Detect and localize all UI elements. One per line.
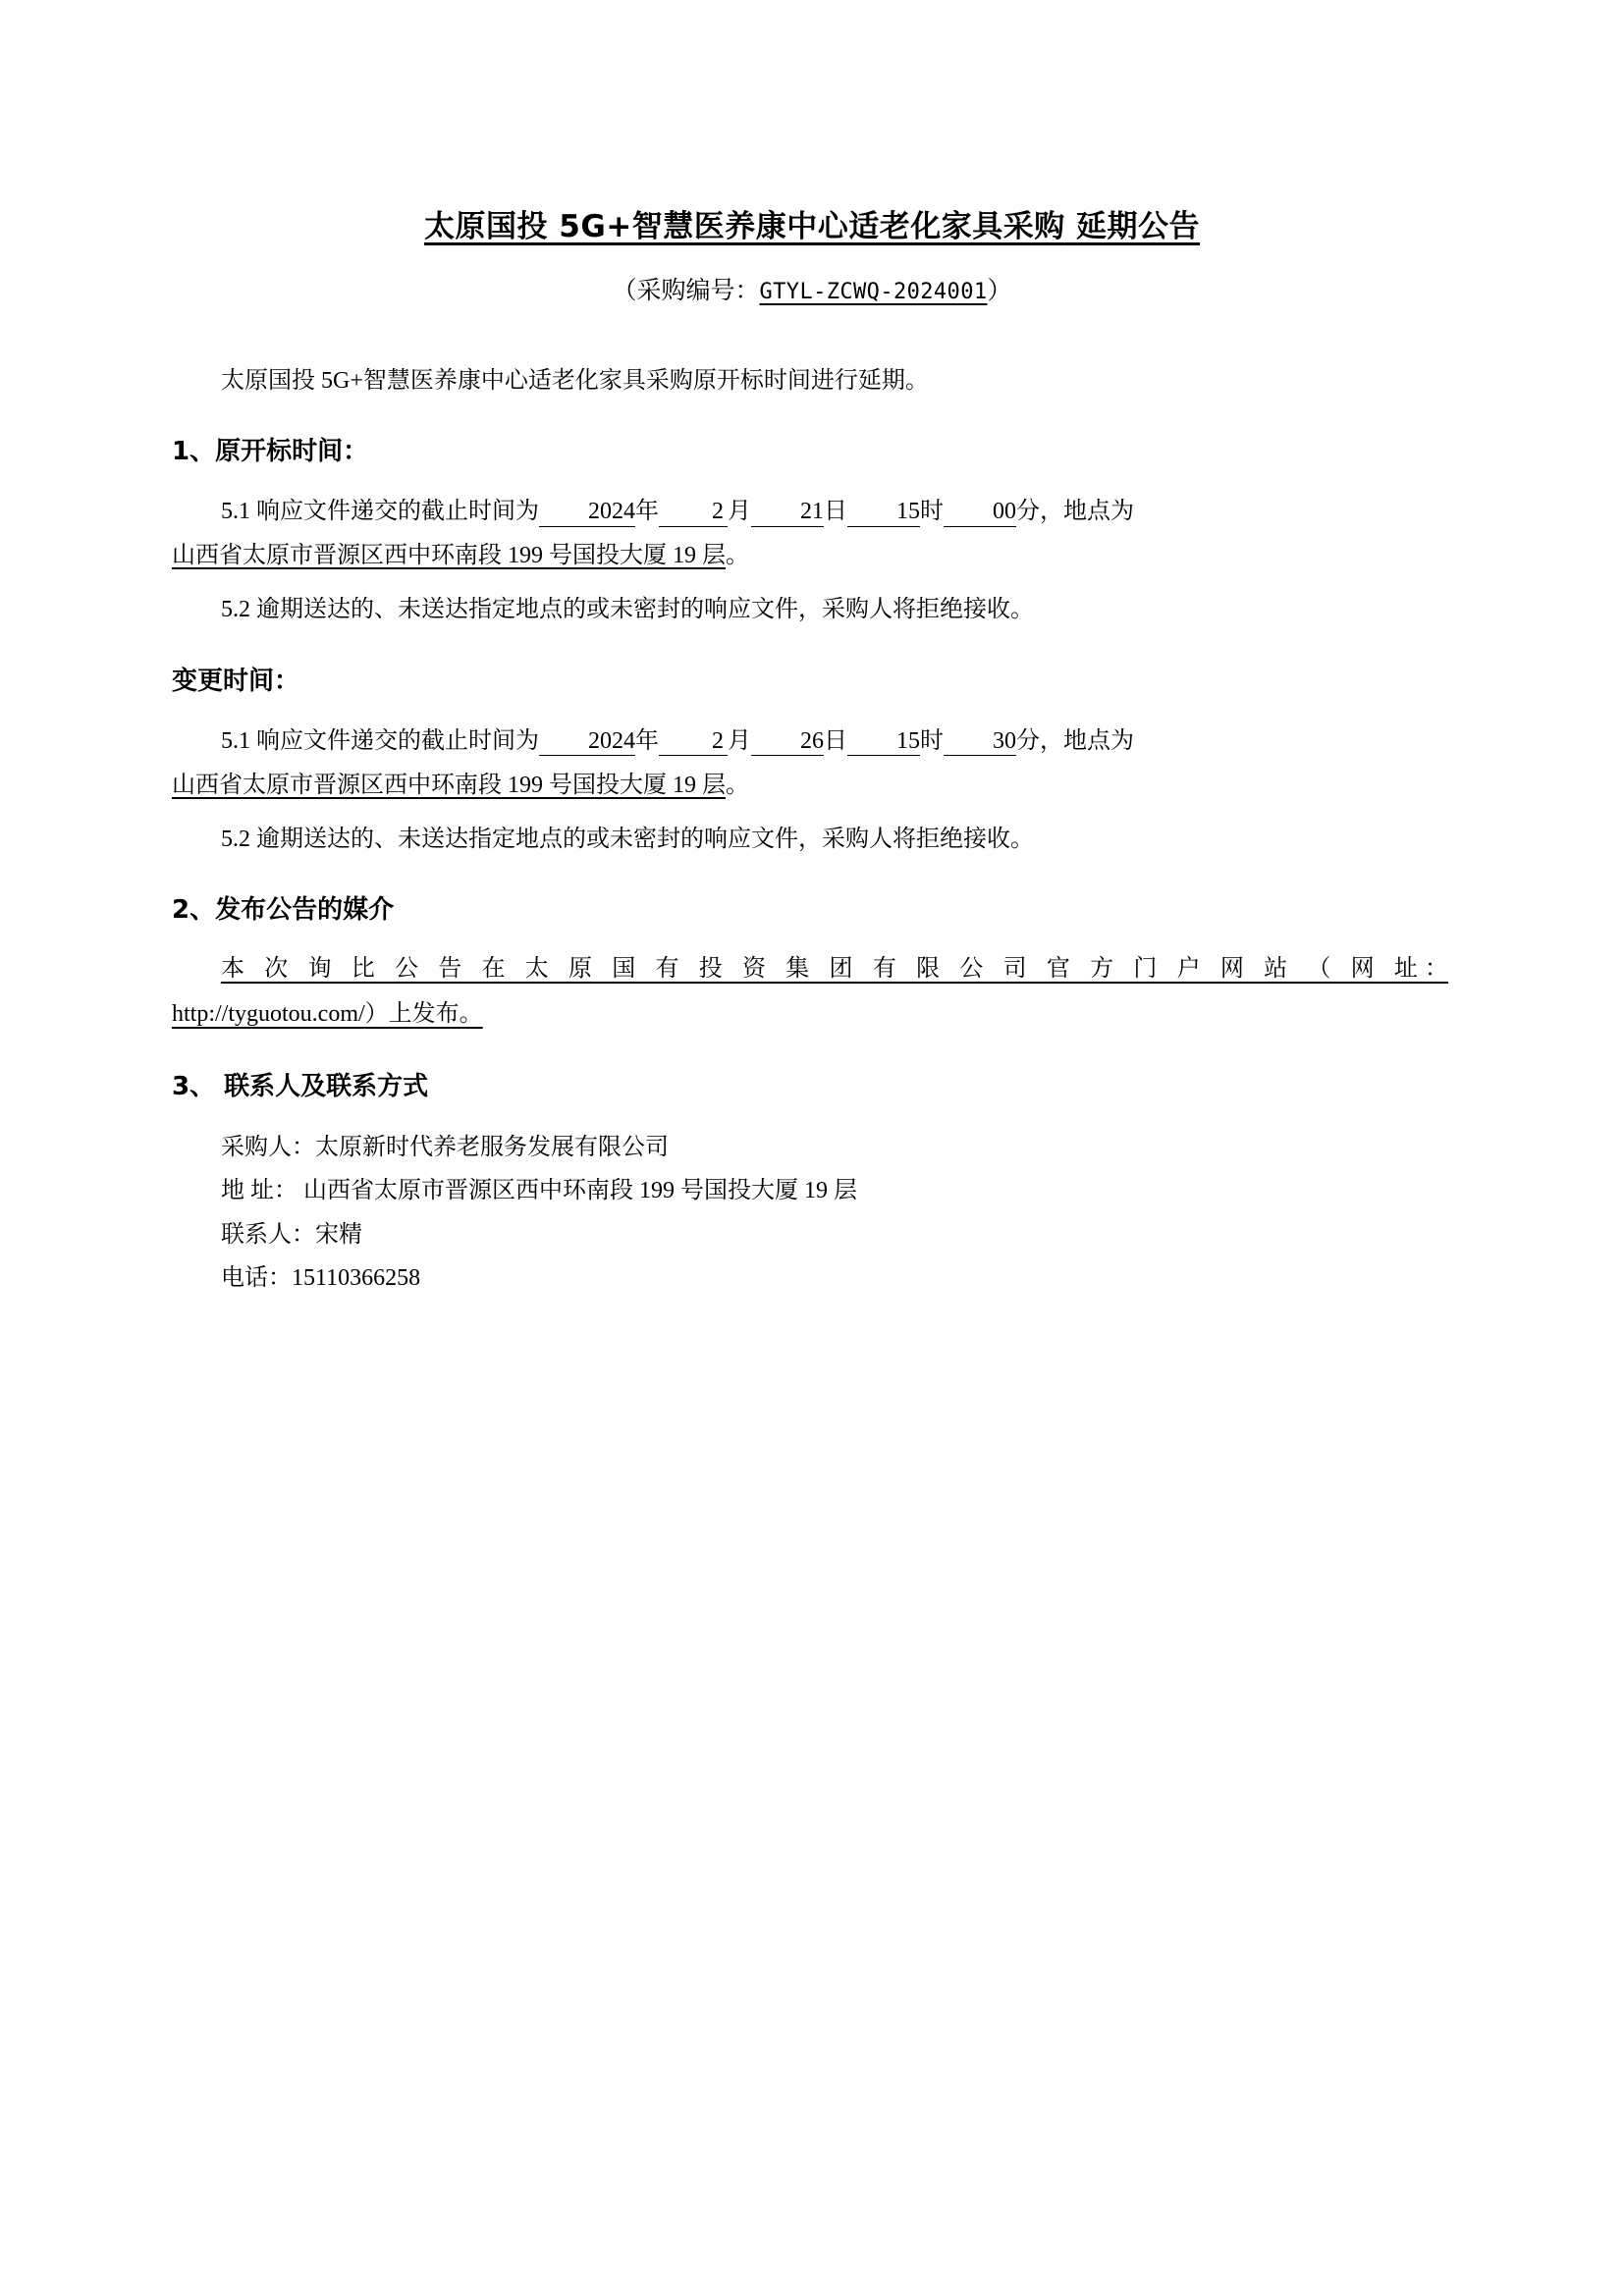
page-title-suffix: 延期公告 (1076, 209, 1201, 244)
original-year-field: 2024 (539, 499, 635, 527)
changed-year-field: 2024 (539, 728, 635, 757)
original-deadline-label: 5.1 响应文件递交的截止时间为 (221, 499, 539, 525)
purchase-code-suffix: ） (987, 278, 1012, 304)
changed-year-unit: 年 (635, 727, 659, 754)
section-heading-media: 2、发布公告的媒介 (172, 895, 395, 926)
changed-place-line (172, 767, 1452, 805)
changed-month-field: 2 (659, 728, 728, 757)
contact-value-buyer: 太原新时代养老服务发展有限公司 (315, 1134, 669, 1160)
contact-value-address: 山西省太原市晋源区西中环南段 199 号国投大厦 19 层 (298, 1178, 857, 1204)
section-heading-original-time: 1、原开标时间： (172, 437, 369, 467)
contact-row-buyer (172, 1126, 1452, 1169)
changed-minute-field: 30 (944, 728, 1016, 757)
original-day-unit: 日 (824, 499, 847, 525)
contact-row-phone (172, 1256, 1452, 1300)
changed-place-value: 山西省太原市晋源区西中环南段 199 号国投大厦 19 层 (172, 772, 726, 798)
changed-deadline-paragraph (172, 722, 1452, 761)
original-day-field: 21 (751, 499, 824, 527)
original-minute-unit: 分 (1016, 499, 1040, 525)
media-url-wrapper (172, 994, 483, 1035)
changed-day-unit: 日 (824, 727, 847, 754)
original-minute-field: 00 (944, 499, 1016, 527)
page-title-main: 太原国投 5G+智慧医养康中心适老化家具采购 (423, 209, 1065, 244)
original-hour-field: 15 (847, 499, 920, 527)
changed-note-paragraph: 5.2 逾期送达的、未送达指定地点的或未密封的响应文件，采购人将拒绝接收。 (221, 826, 1034, 852)
original-place-value: 山西省太原市晋源区西中环南段 199 号国投大厦 19 层 (172, 543, 726, 569)
contact-label-phone: 电话： (221, 1265, 292, 1292)
contact-row-person (172, 1213, 1452, 1256)
original-place-line (172, 537, 1452, 575)
original-deadline-paragraph (172, 493, 1452, 531)
media-text-before: 本 次 询 比 公 告 在 太 原 国 有 投 资 集 团 有 限 公 司 官 方 门 户 网 站 （ 网 址： (221, 956, 1448, 983)
original-year-unit: 年 (635, 499, 659, 525)
contact-value-phone: 15110366258 (292, 1265, 421, 1292)
original-place-end: 。 (726, 543, 749, 569)
original-hour-unit: 时 (920, 499, 944, 525)
changed-minute-unit: 分 (1016, 727, 1040, 754)
changed-day-field: 26 (751, 728, 824, 757)
section-heading-changed-time: 变更时间： (172, 666, 300, 696)
purchase-code-value: GTYL-ZCWQ-2024001 (759, 280, 988, 304)
original-month-field: 2 (659, 499, 728, 527)
contact-label-address: 地 址： (221, 1178, 298, 1204)
contact-list (172, 1126, 1452, 1301)
original-month-unit: 月 (728, 499, 751, 525)
contact-label-buyer: 采购人： (221, 1134, 315, 1160)
purchase-code-prefix: （采购编号： (612, 278, 760, 304)
original-note-paragraph: 5.2 逾期送达的、未送达指定地点的或未密封的响应文件，采购人将拒绝接收。 (221, 596, 1034, 622)
changed-hour-field: 15 (847, 728, 920, 757)
media-paragraph (172, 949, 1452, 989)
contact-label-person: 联系人： (221, 1221, 315, 1248)
media-url[interactable]: http://tyguotou.com/ (172, 1000, 365, 1027)
purchase-code-line (172, 271, 1452, 306)
contact-value-person: 宋精 (315, 1221, 362, 1248)
intro-paragraph: 太原国投 5G+智慧医养康中心适老化家具采购原开标时间进行延期。 (221, 368, 929, 394)
media-text-after: ）上发布。 (364, 1000, 483, 1027)
changed-place-label: ，地点为 (1040, 727, 1134, 754)
page-title-spacer (1065, 209, 1076, 244)
changed-hour-unit: 时 (920, 727, 944, 754)
media-url-line (172, 990, 1452, 1035)
contact-row-address (172, 1169, 1452, 1212)
changed-deadline-label: 5.1 响应文件递交的截止时间为 (221, 727, 539, 754)
original-place-label: ，地点为 (1040, 499, 1134, 525)
section-heading-contact: 3、 联系人及联系方式 (172, 1071, 429, 1101)
page-title (172, 201, 1452, 245)
changed-month-unit: 月 (728, 727, 751, 754)
changed-place-end: 。 (726, 772, 749, 798)
